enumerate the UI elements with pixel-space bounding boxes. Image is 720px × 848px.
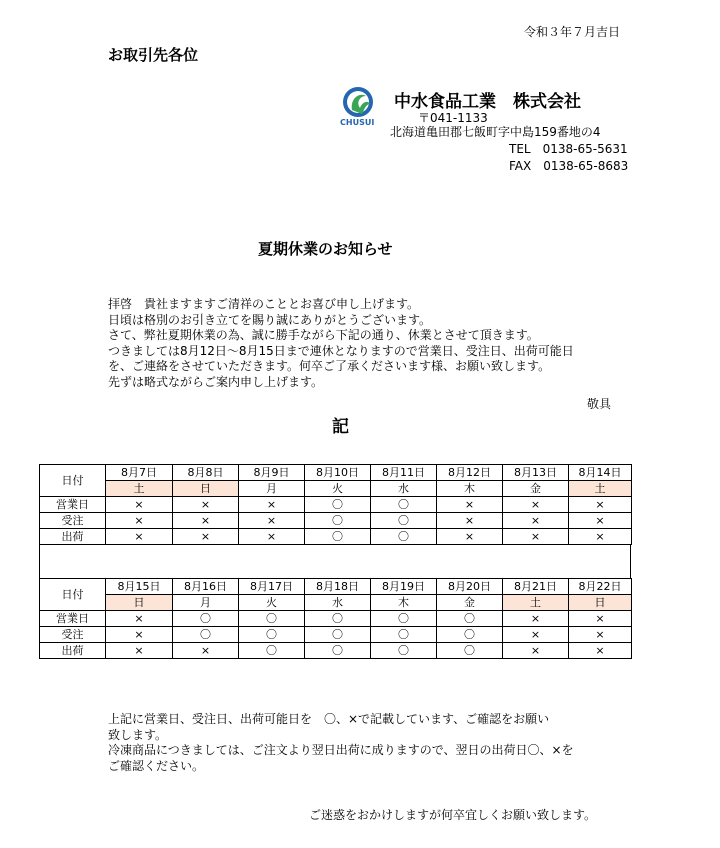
- status-cell: ×: [239, 513, 305, 529]
- status-cell: ×: [106, 497, 173, 513]
- status-cell: ×: [503, 497, 569, 513]
- status-cell: ×: [503, 611, 569, 627]
- body-line: つきましては8月12日～8月15日まで連休となりますので営業日、受注日、出荷可能日: [108, 343, 574, 358]
- date-label: 日付: [40, 579, 106, 611]
- logo-text: CHUSUI: [340, 118, 375, 127]
- status-cell: 〇: [371, 497, 437, 513]
- weekday-cell: 火: [239, 595, 305, 611]
- status-cell: 〇: [437, 643, 503, 659]
- weekday-row: [40, 481, 632, 497]
- date-cell: 8月7日: [106, 465, 173, 481]
- status-cell: 〇: [305, 513, 371, 529]
- date-cell: 8月8日: [173, 465, 239, 481]
- body-line: さて、弊社夏期休業の為、誠に勝手ながら下記の通り、休業とさせて頂きます。: [108, 328, 539, 343]
- weekday-cell: 日: [173, 481, 239, 497]
- date-cell: 8月12日: [437, 465, 503, 481]
- date-cell: 8月10日: [305, 465, 371, 481]
- notice-title: 夏期休業のお知らせ: [258, 240, 393, 258]
- status-cell: ×: [437, 529, 503, 545]
- status-cell: 〇: [173, 627, 239, 643]
- status-cell: 〇: [371, 627, 437, 643]
- weekday-cell: 日: [106, 595, 173, 611]
- schedule-table-week2: [39, 578, 632, 659]
- shipping-row-label: 出荷: [40, 529, 106, 545]
- footer-line: 致します。: [108, 727, 168, 742]
- date-cell: 8月19日: [371, 579, 437, 595]
- status-cell: ×: [503, 627, 569, 643]
- notice-body: [108, 297, 574, 391]
- footer-line: ご確認ください。: [108, 758, 205, 773]
- company-logo: [340, 84, 384, 130]
- business-row-label: 営業日: [40, 497, 106, 513]
- weekday-cell: 土: [106, 481, 173, 497]
- status-cell: ×: [173, 643, 239, 659]
- orders-row-label: 受注: [40, 627, 106, 643]
- status-cell: ×: [239, 497, 305, 513]
- status-cell: 〇: [239, 611, 305, 627]
- schedule-table-week1: [39, 464, 632, 545]
- business-row-label: 営業日: [40, 611, 106, 627]
- weekday-cell: 金: [437, 595, 503, 611]
- status-cell: 〇: [239, 643, 305, 659]
- orders-row: [40, 513, 632, 529]
- status-cell: ×: [503, 513, 569, 529]
- date-cell: 8月20日: [437, 579, 503, 595]
- date-cell: 8月18日: [305, 579, 371, 595]
- date-label: 日付: [40, 465, 106, 497]
- weekday-row: [40, 595, 632, 611]
- status-cell: ×: [569, 513, 632, 529]
- orders-row: [40, 627, 632, 643]
- status-cell: ×: [239, 529, 305, 545]
- company-fax: FAX 0138-65-8683: [509, 159, 629, 173]
- date-cell: 8月13日: [503, 465, 569, 481]
- status-cell: ×: [437, 497, 503, 513]
- weekday-cell: 月: [239, 481, 305, 497]
- body-line: を、ご連絡をさせていただきます。何卒ご了承くださいます様、お願い致します。: [108, 359, 551, 374]
- business-row: [40, 497, 632, 513]
- business-row: [40, 611, 632, 627]
- company-tel: TEL 0138-65-5631: [509, 142, 628, 156]
- weekday-cell: 木: [437, 481, 503, 497]
- table-gap: [39, 545, 631, 578]
- status-cell: 〇: [371, 611, 437, 627]
- body-line: 先ずは略式ながらご案内申し上げます。: [108, 374, 324, 389]
- status-cell: 〇: [305, 611, 371, 627]
- status-cell: 〇: [305, 643, 371, 659]
- orders-row-label: 受注: [40, 513, 106, 529]
- status-cell: 〇: [437, 611, 503, 627]
- shipping-row: [40, 529, 632, 545]
- weekday-cell: 水: [371, 481, 437, 497]
- date-cell: 8月14日: [569, 465, 632, 481]
- postal-code: 〒041-1133: [418, 111, 488, 125]
- body-line: 拝啓 貴社ますますご清祥のこととお喜び申し上げます。: [108, 297, 420, 311]
- footer-notes: [108, 712, 574, 774]
- body-line: 日頃は格別のお引き立てを賜り誠にありがとうございます。: [108, 312, 432, 327]
- date-cell: 8月9日: [239, 465, 305, 481]
- status-cell: ×: [173, 497, 239, 513]
- status-cell: ×: [106, 611, 173, 627]
- shipping-row: [40, 643, 632, 659]
- status-cell: 〇: [371, 513, 437, 529]
- company-name: 中水食品工業 株式会社: [394, 92, 581, 112]
- weekday-cell: 水: [305, 595, 371, 611]
- status-cell: ×: [503, 643, 569, 659]
- status-cell: ×: [569, 627, 632, 643]
- recipient: お取引先各位: [108, 46, 199, 64]
- weekday-cell: 土: [569, 481, 632, 497]
- status-cell: ×: [569, 529, 632, 545]
- weekday-cell: 火: [305, 481, 371, 497]
- date-cell: 8月16日: [173, 579, 239, 595]
- closing-remark: ご迷惑をおかけしますが何卒宜しくお願い致します。: [309, 808, 597, 822]
- status-cell: 〇: [173, 611, 239, 627]
- status-cell: 〇: [305, 627, 371, 643]
- weekday-cell: 日: [569, 595, 632, 611]
- shipping-row-label: 出荷: [40, 643, 106, 659]
- issue-date: 令和３年７月吉日: [524, 25, 621, 39]
- company-address: 北海道亀田郡七飯町字中島159番地の4: [390, 125, 601, 139]
- date-cell: 8月21日: [503, 579, 569, 595]
- status-cell: ×: [173, 529, 239, 545]
- status-cell: 〇: [437, 627, 503, 643]
- status-cell: ×: [437, 513, 503, 529]
- ki-heading: 記: [332, 417, 349, 437]
- date-row: [40, 579, 632, 595]
- date-cell: 8月22日: [569, 579, 632, 595]
- status-cell: ×: [106, 643, 173, 659]
- status-cell: 〇: [239, 627, 305, 643]
- date-cell: 8月11日: [371, 465, 437, 481]
- status-cell: 〇: [305, 497, 371, 513]
- status-cell: ×: [106, 627, 173, 643]
- status-cell: ×: [106, 513, 173, 529]
- status-cell: ×: [106, 529, 173, 545]
- status-cell: ×: [569, 643, 632, 659]
- date-cell: 8月15日: [106, 579, 173, 595]
- date-row: [40, 465, 632, 481]
- weekday-cell: 金: [503, 481, 569, 497]
- status-cell: 〇: [371, 643, 437, 659]
- footer-line: 上記に営業日、受注日、出荷可能日を 〇、×で記載しています、ご確認をお願い: [108, 712, 550, 726]
- status-cell: ×: [569, 611, 632, 627]
- status-cell: ×: [503, 529, 569, 545]
- footer-line: 冷凍商品につきましては、ご注文より翌日出荷に成りますので、翌日の出荷日〇、×を: [108, 743, 574, 758]
- weekday-cell: 月: [173, 595, 239, 611]
- status-cell: ×: [569, 497, 632, 513]
- weekday-cell: 木: [371, 595, 437, 611]
- weekday-cell: 土: [503, 595, 569, 611]
- status-cell: 〇: [305, 529, 371, 545]
- date-cell: 8月17日: [239, 579, 305, 595]
- status-cell: ×: [173, 513, 239, 529]
- status-cell: 〇: [371, 529, 437, 545]
- keigu: 敬具: [587, 397, 612, 411]
